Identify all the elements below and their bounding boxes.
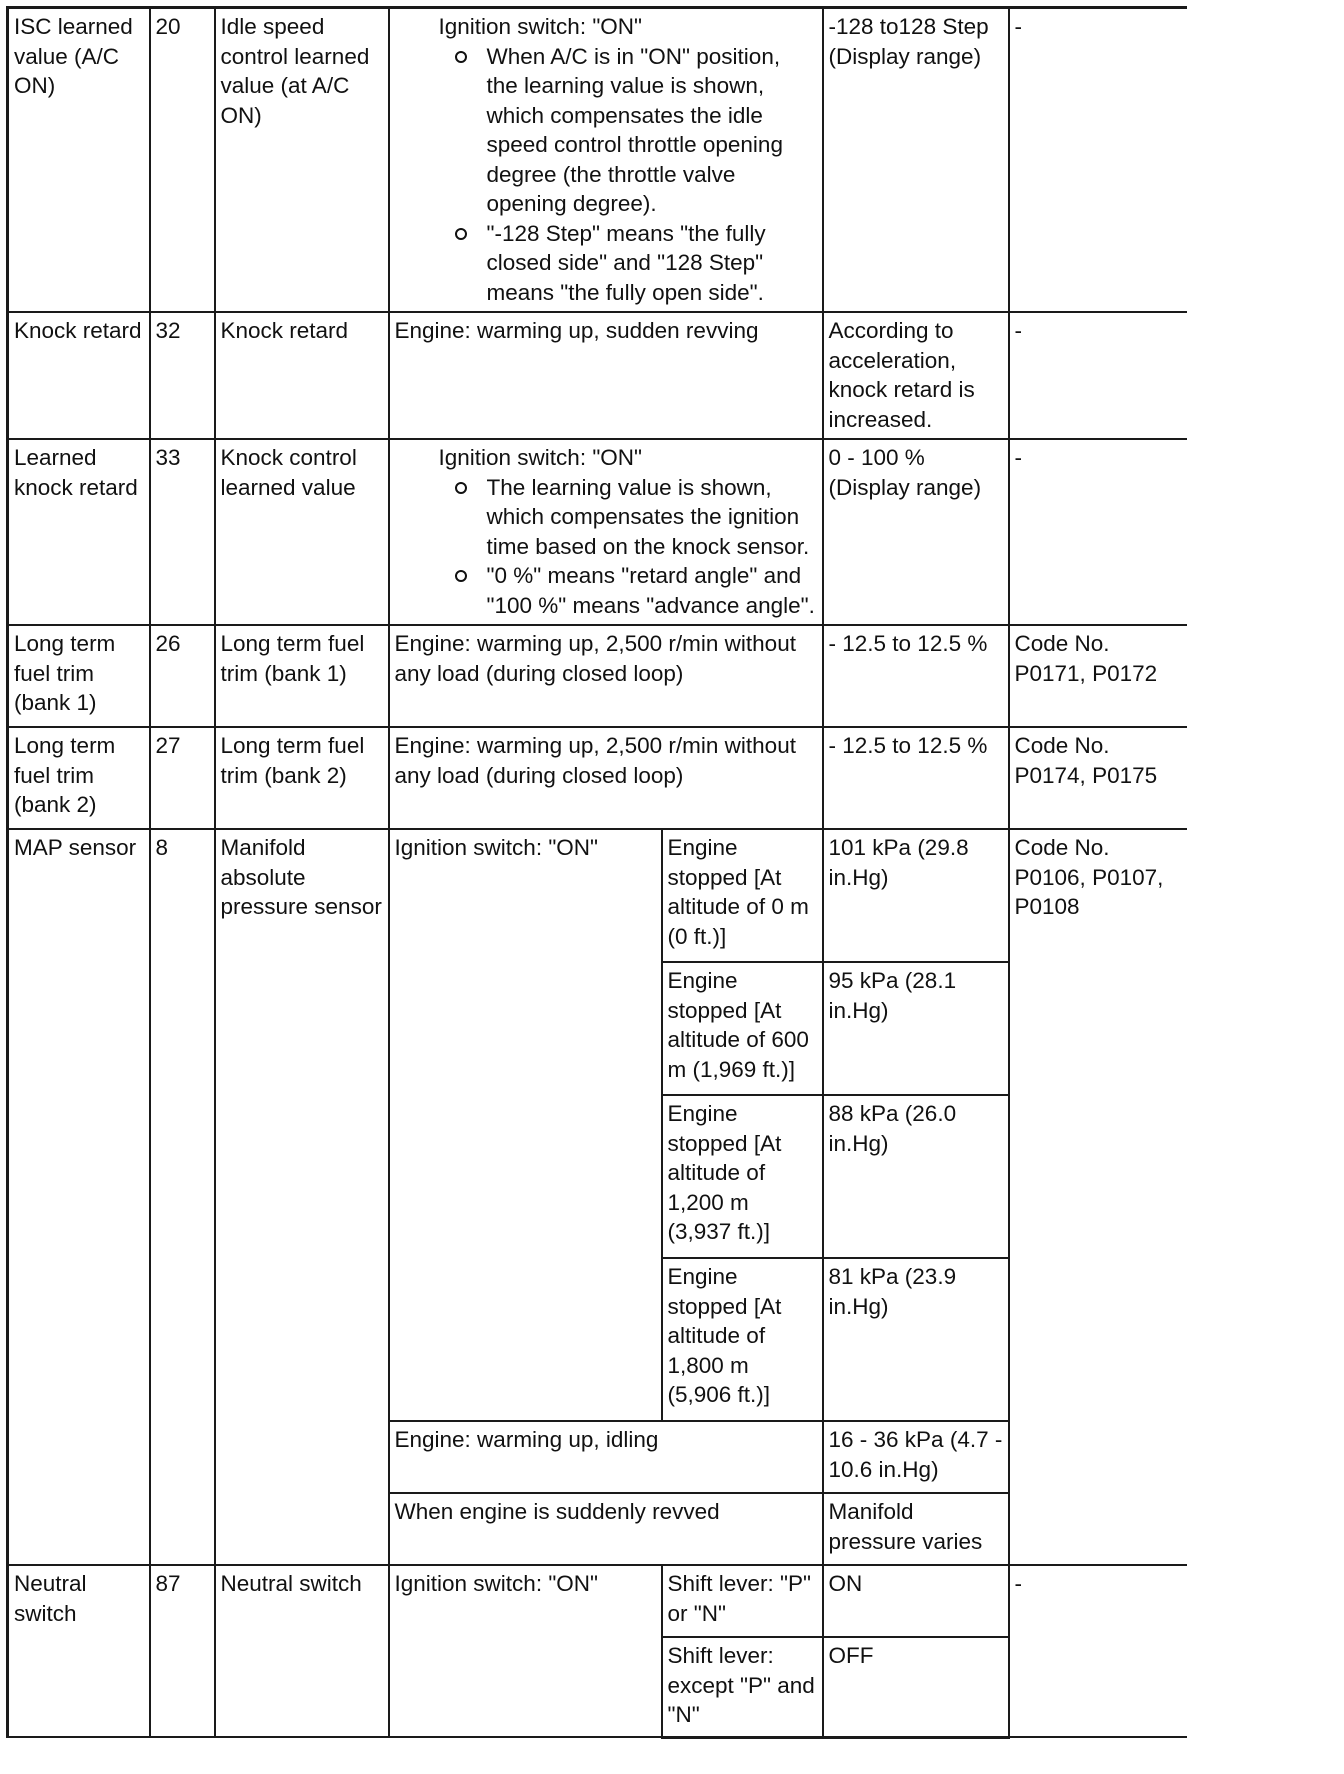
bullet-circle-icon xyxy=(455,570,467,582)
condition-text: Ignition switch: "ON" xyxy=(438,14,643,39)
cell-inspection: - xyxy=(1009,439,1187,625)
cell-item: Learned knock retard xyxy=(8,439,150,625)
note-text: The learning value is shown, which compensates the ignition time based on the knock sensor. xyxy=(486,474,810,559)
cell-standard: ON xyxy=(823,1565,1009,1637)
cell-inspection: - xyxy=(1009,312,1187,439)
cell-sub-condition: Engine stopped [At altitude of 1,200 m (3,937 ft.)] xyxy=(662,1095,823,1258)
cell-number: 26 xyxy=(150,625,215,727)
cell-item: Knock retard xyxy=(8,312,150,439)
note-text: "0 %" means "retard angle" and "100 %" means "advance angle". xyxy=(486,563,815,618)
cell-standard: - 12.5 to 12.5 % xyxy=(823,727,1009,829)
table-row-long-term-fuel-trim-bank1 xyxy=(8,625,1187,727)
cell-condition xyxy=(389,8,823,313)
cell-description: Knock retard xyxy=(215,312,389,439)
cell-sub-condition: Engine stopped [At altitude of 600 m (1,969 ft.)] xyxy=(662,962,823,1095)
table-row-map-sensor xyxy=(8,829,1187,962)
list-item xyxy=(455,219,817,308)
cell-condition: Engine: warming up, 2,500 r/min without any load (during closed loop) xyxy=(389,727,823,829)
cell-sub-condition: Engine stopped [At altitude of 1,800 m (5,906 ft.)] xyxy=(662,1258,823,1421)
cell-item: MAP sensor xyxy=(8,829,150,1565)
cell-condition: Engine: warming up, idling xyxy=(389,1421,823,1493)
list-item xyxy=(455,473,817,562)
cell-condition: When engine is suddenly revved xyxy=(389,1493,823,1565)
cell-condition: Ignition switch: "ON" xyxy=(389,1565,662,1737)
bullet-circle-icon xyxy=(455,51,467,63)
cell-standard: According to acceleration, knock retard is increased. xyxy=(823,312,1009,439)
cell-standard: 16 - 36 kPa (4.7 - 10.6 in.Hg) xyxy=(823,1421,1009,1493)
notes-list xyxy=(395,42,817,308)
list-item xyxy=(455,561,817,620)
cell-description: Idle speed control learned value (at A/C ON) xyxy=(215,8,389,313)
cell-item: Neutral switch xyxy=(8,1565,150,1737)
cell-item: Long term fuel trim (bank 1) xyxy=(8,625,150,727)
cell-condition: Engine: warming up, 2,500 r/min without any load (during closed loop) xyxy=(389,625,823,727)
table-row-isc-learned-value xyxy=(8,8,1187,313)
data-list-table xyxy=(6,6,1187,1739)
table-row-knock-retard xyxy=(8,312,1187,439)
cell-item: Long term fuel trim (bank 2) xyxy=(8,727,150,829)
cell-number: 87 xyxy=(150,1565,215,1737)
cell-condition xyxy=(389,439,823,625)
table-row-neutral-switch xyxy=(8,1565,1187,1637)
cell-inspection: - xyxy=(1009,1565,1187,1737)
cell-number: 27 xyxy=(150,727,215,829)
cell-standard: 101 kPa (29.8 in.Hg) xyxy=(823,829,1009,962)
condition-text: Ignition switch: "ON" xyxy=(438,445,643,470)
cell-inspection: - xyxy=(1009,8,1187,313)
table-row-learned-knock-retard xyxy=(8,439,1187,625)
cell-inspection: Code No. P0106, P0107, P0108 xyxy=(1009,829,1187,1565)
spec-table-page xyxy=(6,6,1187,1739)
table-row-long-term-fuel-trim-bank2 xyxy=(8,727,1187,829)
cell-sub-condition: Engine stopped [At altitude of 0 m (0 ft.)] xyxy=(662,829,823,962)
note-text: "-128 Step" means "the fully closed side" and "128 Step" means "the fully open side". xyxy=(486,220,766,305)
cell-description: Neutral switch xyxy=(215,1565,389,1737)
cell-standard: -128 to128 Step (Display range) xyxy=(823,8,1009,313)
cell-description: Knock control learned value xyxy=(215,439,389,625)
cell-description: Long term fuel trim (bank 2) xyxy=(215,727,389,829)
cell-condition: Engine: warming up, sudden revving xyxy=(389,312,823,439)
list-item xyxy=(455,42,817,219)
bullet-circle-icon xyxy=(455,482,467,494)
cell-standard: 88 kPa (26.0 in.Hg) xyxy=(823,1095,1009,1258)
cell-standard: 95 kPa (28.1 in.Hg) xyxy=(823,962,1009,1095)
cell-standard: - 12.5 to 12.5 % xyxy=(823,625,1009,727)
cell-number: 20 xyxy=(150,8,215,313)
note-text: When A/C is in "ON" position, the learning value is shown, which compensates the idle speed control throttle opening degree (the throttle valve opening degree). xyxy=(486,43,783,216)
cell-description: Manifold absolute pressure sensor xyxy=(215,829,389,1565)
cell-description: Long term fuel trim (bank 1) xyxy=(215,625,389,727)
cell-sub-condition: Shift lever: except "P" and "N" xyxy=(662,1637,823,1737)
cell-sub-condition: Shift lever: "P" or "N" xyxy=(662,1565,823,1637)
cell-number: 32 xyxy=(150,312,215,439)
notes-list xyxy=(395,473,817,621)
cell-standard: Manifold pressure varies xyxy=(823,1493,1009,1565)
cell-inspection: Code No. P0174, P0175 xyxy=(1009,727,1187,829)
cell-number: 33 xyxy=(150,439,215,625)
cell-condition: Ignition switch: "ON" xyxy=(389,829,662,1421)
cell-standard: OFF xyxy=(823,1637,1009,1737)
cell-number: 8 xyxy=(150,829,215,1565)
cell-item: ISC learned value (A/C ON) xyxy=(8,8,150,313)
bullet-circle-icon xyxy=(455,228,467,240)
cell-standard: 81 kPa (23.9 in.Hg) xyxy=(823,1258,1009,1421)
cell-standard: 0 - 100 % (Display range) xyxy=(823,439,1009,625)
cell-inspection: Code No. P0171, P0172 xyxy=(1009,625,1187,727)
